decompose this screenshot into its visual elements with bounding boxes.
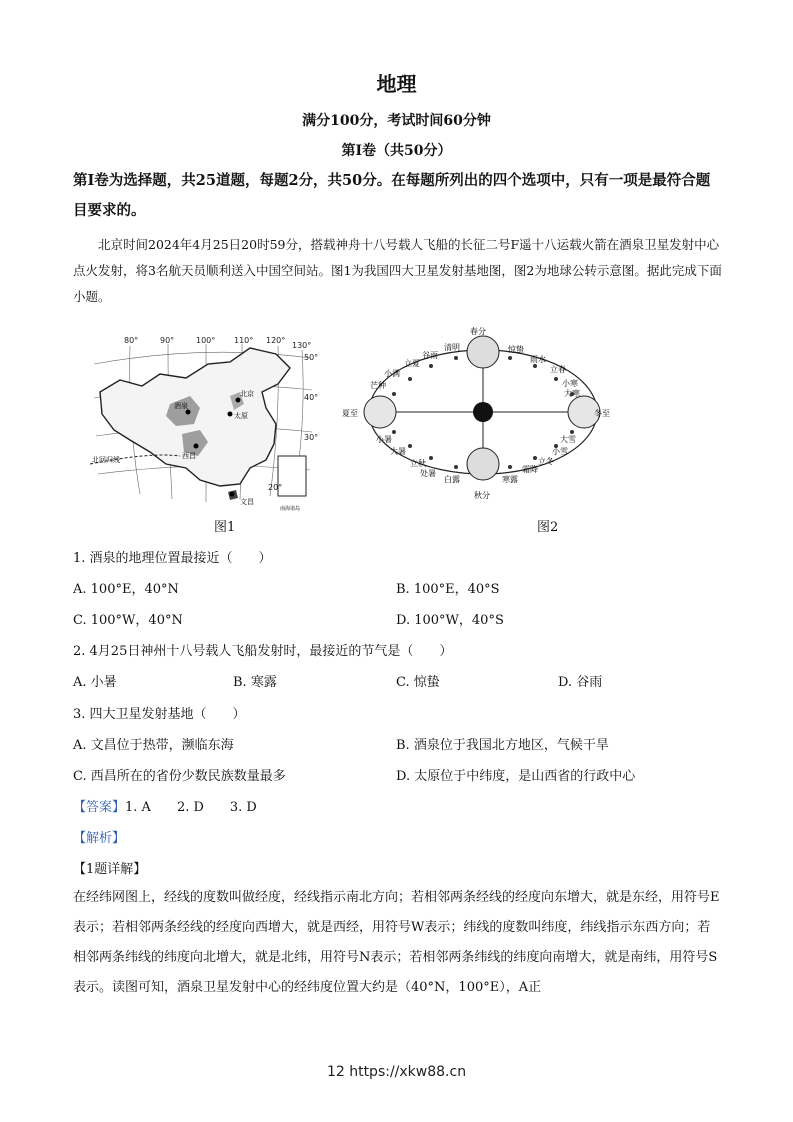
longitude-label: 110° [234,336,254,345]
solar-term-label: 惊蛰 [508,345,524,354]
solar-term-label: 芒种 [370,381,386,390]
tropic-label: 北回归线 [92,456,120,464]
figure-2-orbit [340,324,610,504]
place-label: 酒泉 [174,402,188,410]
page-footer: 12 https://xkw88.cn [326,1064,467,1080]
analysis-label: 【解析】 [73,831,126,846]
solar-term-label: 夏至 [342,409,358,418]
place-label: 西昌 [182,452,196,460]
solar-term-label: 小暑 [376,435,392,444]
longitude-label: 120° [266,336,286,345]
question-3-option-c: C. 西昌所在的省份少数民族数量最多 [73,769,286,784]
figure-1-caption: 图1 [214,520,236,535]
solar-term-label: 小雪 [552,447,568,456]
solar-term-label: 立秋 [410,459,426,468]
solar-term-label: 谷雨 [422,351,438,360]
solar-term-label: 冬至 [594,409,610,418]
question-1-option-b: B. 100°E，40°S [396,582,500,597]
page-title: 地理 [376,72,417,96]
question-2-option-d: D. 谷雨 [558,675,603,690]
figure-1-map [90,334,320,514]
question-3-option-b: B. 酒泉位于我国北方地区，气候干旱 [396,738,609,753]
solar-term-label: 小满 [384,369,400,378]
question-1-stem: 1. 酒泉的地理位置最接近（ ） [73,551,272,566]
solar-term-label: 秋分 [474,491,490,500]
longitude-label: 80° [124,336,139,345]
latitude-label: 50° [304,353,319,362]
solar-term-label: 立春 [550,365,566,374]
longitude-label: 100° [196,336,216,345]
question-1-option-c: C. 100°W，40°N [73,613,183,628]
solar-term-label: 霜降 [522,465,538,474]
solar-term-label: 大雪 [560,435,576,444]
question-2-option-c: C. 惊蛰 [396,675,440,690]
solar-term-label: 大寒 [564,389,580,398]
inset-label: 南海诸岛 [280,506,301,512]
detail-text: 在经纬网图上，经线的度数叫做经度，经线指示南北方向；若相邻两条经线的经度向东增大，就是东经，用符号E表示；若相邻两条经线的经度向西增大，就是西经，用符号W表示；纬线的度数叫纬度，纬线指示东西方向；若相邻两条纬线的纬度向北增大，就是北纬，用符号N表示；若相邻两条纬线的纬度向南增大，就是南纬，用符号S表示。读图可知，酒泉卫星发射中心的经纬度位置大约是（40°N，100°E），A正 [73,890,720,995]
exam-subtitle: 满分100分，考试时间60分钟 [302,113,491,129]
answer-line [73,796,257,815]
solar-term-label: 春分 [470,327,486,336]
solar-term-label: 大暑 [390,447,406,456]
latitude-label: 20° [268,483,283,492]
question-1-option-d: D. 100°W，40°S [396,613,504,628]
solar-term-label: 清明 [444,343,460,352]
solar-term-label: 立冬 [538,457,554,466]
longitude-label: 90° [160,336,175,345]
latitude-label: 40° [304,393,319,402]
solar-term-label: 白露 [444,475,460,484]
answer-text: 1. A 2. D 3. D [125,800,257,815]
place-label: 太原 [234,412,248,420]
figure-2-caption: 图2 [537,520,559,535]
latitude-label: 30° [304,433,319,442]
answer-label: 【答案】 [73,800,126,815]
question-3-option-d: D. 太原位于中纬度，是山西省的行政中心 [396,769,636,784]
question-1-option-a: A. 100°E，40°N [73,582,179,597]
solar-term-label: 雨水 [530,355,546,364]
question-2-stem: 2. 4月25日神州十八号载人飞船发射时，最接近的节气是（ ） [73,644,453,659]
detail-label: 【1题详解】 [73,862,147,877]
solar-term-label: 处暑 [420,469,436,478]
place-label: 北京 [240,390,254,398]
solar-term-label: 小寒 [562,379,578,388]
solar-term-label: 立夏 [404,359,420,368]
instructions: 第Ⅰ卷为选择题，共25道题，每题2分，共50分。在每题所列出的四个选项中，只有一项是最符合题目要求的。 [73,172,711,219]
question-3-option-a: A. 文昌位于热带，濒临东海 [73,738,234,753]
place-label: 文昌 [240,498,254,506]
longitude-label: 130° [292,341,312,350]
question-2-option-b: B. 寒露 [233,675,277,690]
passage: 北京时间2024年4月25日20时59分，搭载神舟十八号载人飞船的长征二号F遥十八运载火箭在酒泉卫星发射中心点火发射，将3名航天员顺利送入中国空间站。图1为我国四大卫星发射基地图，图2为地球公转示意图。据此完成下面小题。 [73,237,722,304]
section-title: 第Ⅰ卷（共50分） [341,143,452,159]
solar-term-label: 寒露 [502,475,518,484]
question-3-stem: 3. 四大卫星发射基地（ ） [73,707,246,722]
question-2-option-a: A. 小暑 [73,675,117,690]
